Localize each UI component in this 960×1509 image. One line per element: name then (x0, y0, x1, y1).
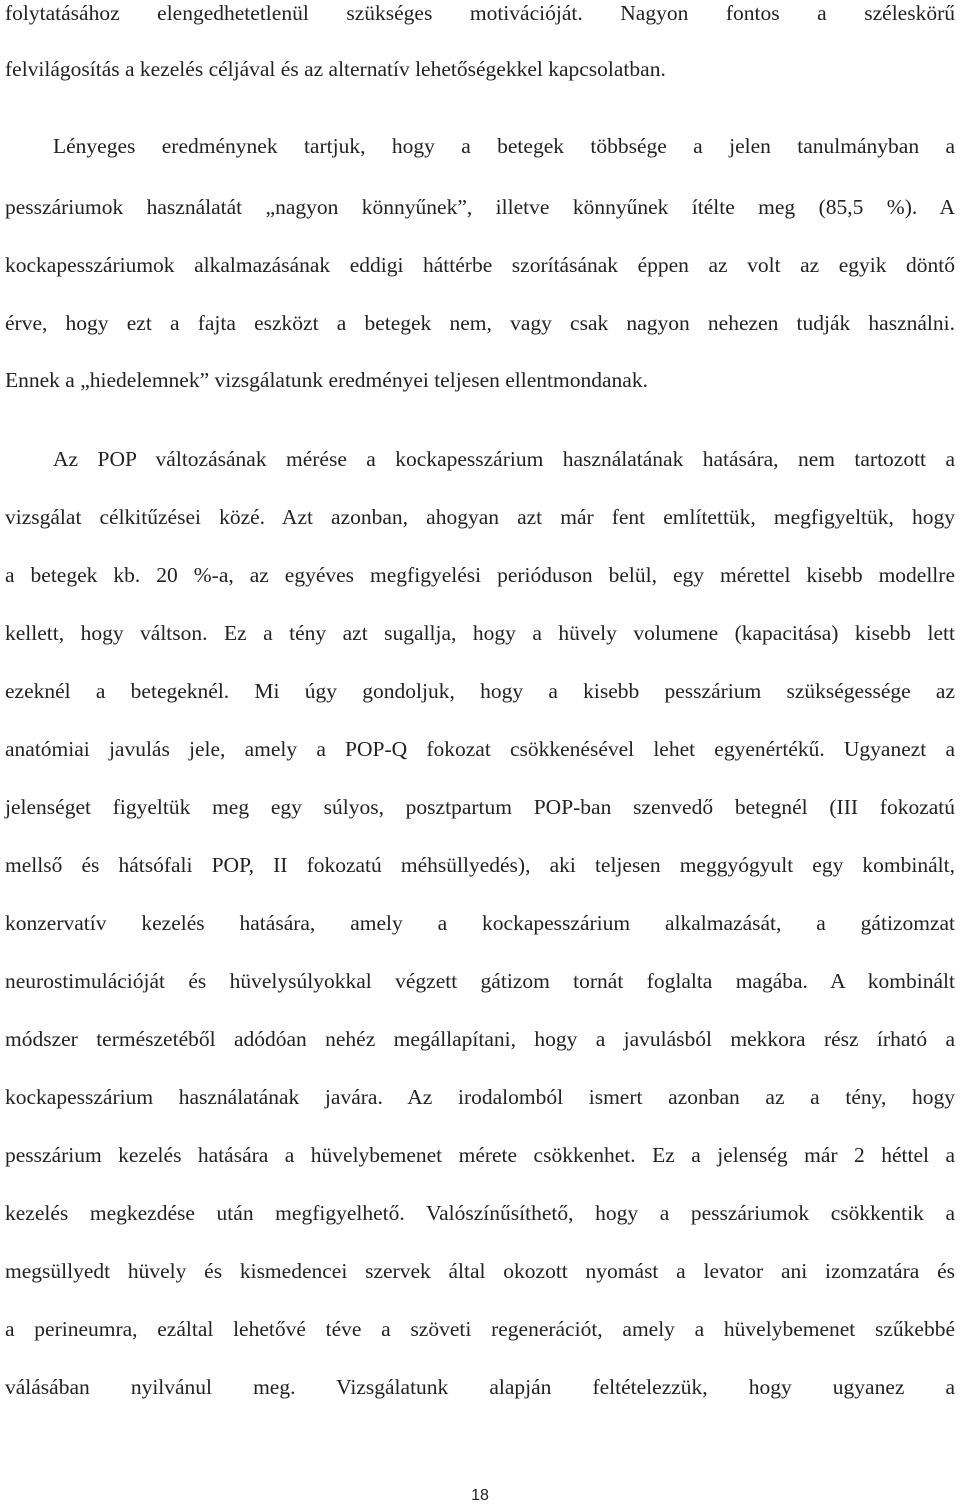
text-line: Ennek a „hiedelemnek” vizsgálatunk eredményei teljesen ellentmondanak. (5, 368, 648, 392)
text-line: jelenséget figyeltük meg egy súlyos, posztpartum POP-ban szenvedő betegnél (III fokozatú (5, 795, 955, 819)
text-line: a betegek kb. 20 %-a, az egyéves megfigyelési perióduson belül, egy mérettel kisebb modellre (5, 563, 955, 587)
text-line: pesszárium kezelés hatására a hüvelybemenet mérete csökkenhet. Ez a jelenség már 2 héttel a (5, 1143, 955, 1167)
text-line: módszer természetéből adódóan nehéz megállapítani, hogy a javulásból mekkora rész írható a (5, 1027, 955, 1051)
text-line: folytatásához elengedhetetlenül szükséges motivációját. Nagyon fontos a széleskörű (5, 1, 955, 25)
page-number: 18 (471, 1487, 489, 1504)
text-line: kezelés megkezdése után megfigyelhető. Valószínűsíthető, hogy a pesszáriumok csökkentik a (5, 1201, 955, 1225)
text-line: megsüllyedt hüvely és kismedencei szervek által okozott nyomást a levator ani izomzatára és (5, 1259, 955, 1283)
text-line: érve, hogy ezt a fajta eszközt a betegek nem, vagy csak nagyon nehezen tudják használni. (5, 311, 955, 335)
text-line: pesszáriumok használatát „nagyon könnyűnek”, illetve könnyűnek ítélte meg (85,5 %). A (5, 195, 955, 219)
text-line: a perineumra, ezáltal lehetővé téve a szöveti regenerációt, amely a hüvelybemenet szűkebbé (5, 1317, 955, 1341)
text-line: kockapesszáriumok alkalmazásának eddigi háttérbe szorításának éppen az volt az egyik döntő (5, 253, 955, 277)
text-line: kockapesszárium használatának javára. Az irodalomból ismert azonban az a tény, hogy (5, 1085, 955, 1109)
text-line: anatómiai javulás jele, amely a POP-Q fokozat csökkenésével lehet egyenértékű. Ugyanezt a (5, 737, 955, 761)
text-line: felvilágosítás a kezelés céljával és az alternatív lehetőségekkel kapcsolatban. (5, 57, 666, 81)
text-line: neurostimulációját és hüvelysúlyokkal végzett gátizom tornát foglalta magába. A kombinált (5, 969, 955, 993)
text-line: vizsgálat célkitűzései közé. Azt azonban, ahogyan azt már fent említettük, megfigyeltük, hogy (5, 505, 955, 529)
text-line: mellső és hátsófali POP, II fokozatú méhsüllyedés), aki teljesen meggyógyult egy kombinált, (5, 853, 955, 877)
text-line: kellett, hogy váltson. Ez a tény azt sugallja, hogy a hüvely volumene (kapacitása) kisebb lett (5, 621, 955, 645)
text-line: ezeknél a betegeknél. Mi úgy gondoljuk, hogy a kisebb pesszárium szükségessége az (5, 679, 955, 703)
text-line: konzervatív kezelés hatására, amely a kockapesszárium alkalmazását, a gátizomzat (5, 911, 955, 935)
text-line: Lényeges eredménynek tartjuk, hogy a betegek többsége a jelen tanulmányban a (53, 134, 955, 158)
text-line: válásában nyilvánul meg. Vizsgálatunk alapján feltételezzük, hogy ugyanez a (5, 1375, 955, 1399)
text-line: Az POP változásának mérése a kockapesszárium használatának hatására, nem tartozott a (53, 447, 955, 471)
